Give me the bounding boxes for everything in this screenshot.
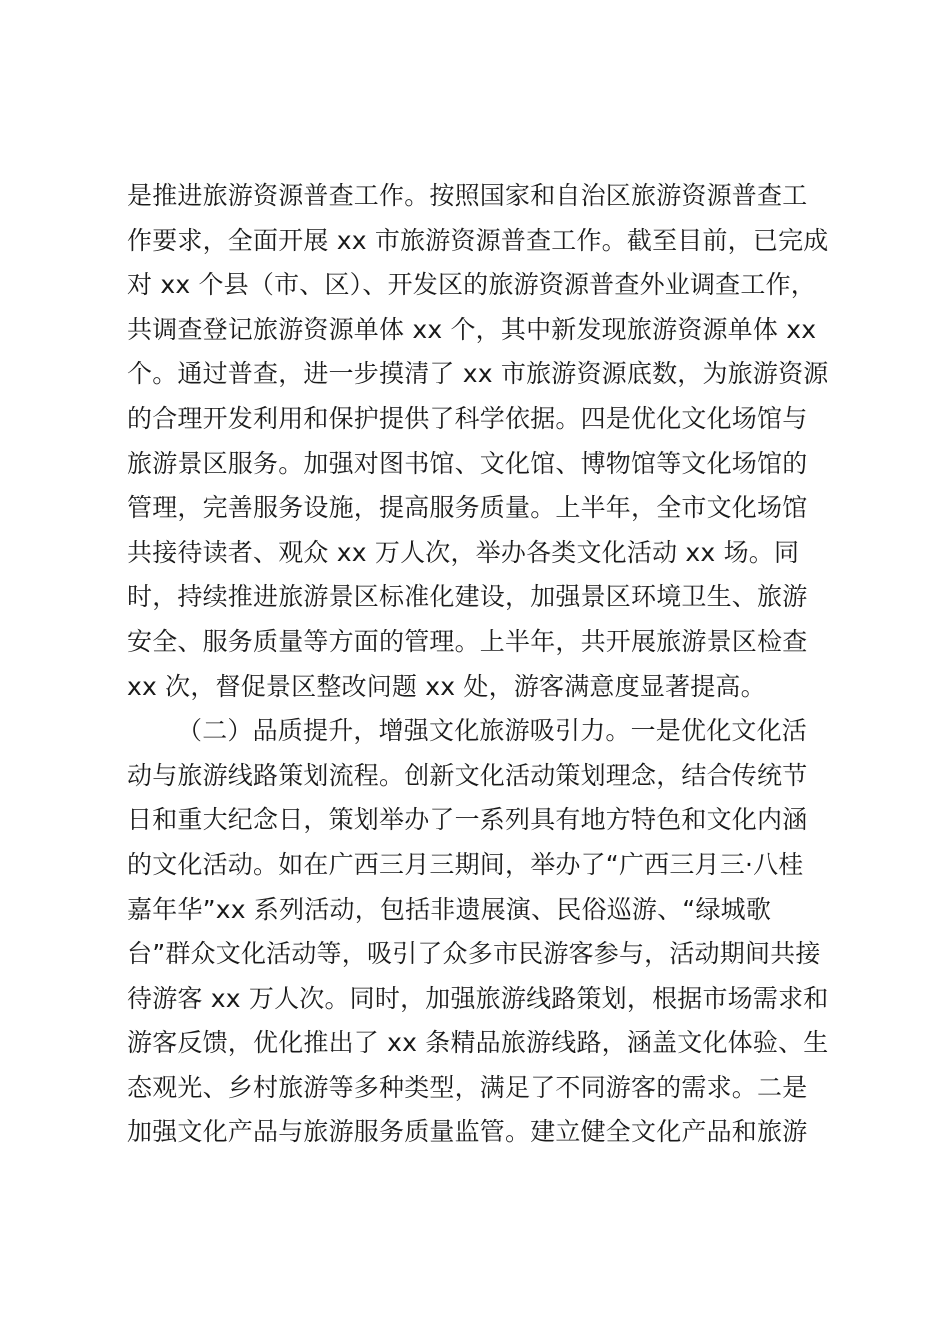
text-line: 共接待读者、观众 xx 万人次，举办各类文化活动 xx 场。同 bbox=[127, 537, 800, 567]
text-line: 台”群众文化活动等，吸引了众多市民游客参与，活动期间共接 bbox=[127, 939, 821, 969]
text-line: 管理，完善服务设施，提高服务质量。上半年，全市文化场馆 bbox=[127, 493, 808, 523]
text-line: 嘉年华”xx 系列活动，包括非遗展演、民俗巡游、“绿城歌 bbox=[127, 894, 772, 924]
text-line: 旅游景区服务。加强对图书馆、文化馆、博物馆等文化场馆的 bbox=[127, 448, 808, 478]
text-line: 时，持续推进旅游景区标准化建设，加强景区环境卫生、旅游 bbox=[127, 582, 808, 612]
text-line: 日和重大纪念日，策划举办了一系列具有地方特色和文化内涵 bbox=[127, 805, 808, 835]
text-line: 加强文化产品与旅游服务质量监管。建立健全文化产品和旅游 bbox=[127, 1117, 808, 1147]
section-heading-line: （二）品质提升，增强文化旅游吸引力。一是优化文化活 bbox=[177, 716, 808, 746]
text-line: 安全、服务质量等方面的管理。上半年，共开展旅游景区检查 bbox=[127, 626, 808, 656]
text-line: 的文化活动。如在广西三月三期间，举办了“广西三月三·八桂 bbox=[127, 849, 804, 879]
text-line: 游客反馈，优化推出了 xx 条精品旅游线路，涵盖文化体验、生 bbox=[127, 1028, 829, 1058]
text-line: 待游客 xx 万人次。同时，加强旅游线路策划，根据市场需求和 bbox=[127, 983, 829, 1013]
text-line: 对 xx 个县（市、区）、开发区的旅游资源普查外业调查工作， bbox=[127, 270, 816, 300]
body-text bbox=[127, 174, 847, 1155]
text-line: 的合理开发利用和保护提供了科学依据。四是优化文化场馆与 bbox=[127, 403, 808, 433]
text-line: 作要求，全面开展 xx 市旅游资源普查工作。截至目前，已完成 bbox=[127, 225, 829, 255]
text-line: 个。通过普查，进一步摸清了 xx 市旅游资源底数，为旅游资源 bbox=[127, 359, 829, 389]
text-line: 共调查登记旅游资源单体 xx 个，其中新发现旅游资源单体 xx bbox=[127, 314, 817, 344]
text-line: 动与旅游线路策划流程。创新文化活动策划理念，结合传统节 bbox=[127, 760, 808, 790]
text-line: 是推进旅游资源普查工作。按照国家和自治区旅游资源普查工 bbox=[127, 181, 808, 210]
text-line: xx 次，督促景区整改问题 xx 处，游客满意度显著提高。 bbox=[127, 671, 766, 701]
text-line: 态观光、乡村旅游等多种类型，满足了不同游客的需求。二是 bbox=[127, 1072, 808, 1102]
